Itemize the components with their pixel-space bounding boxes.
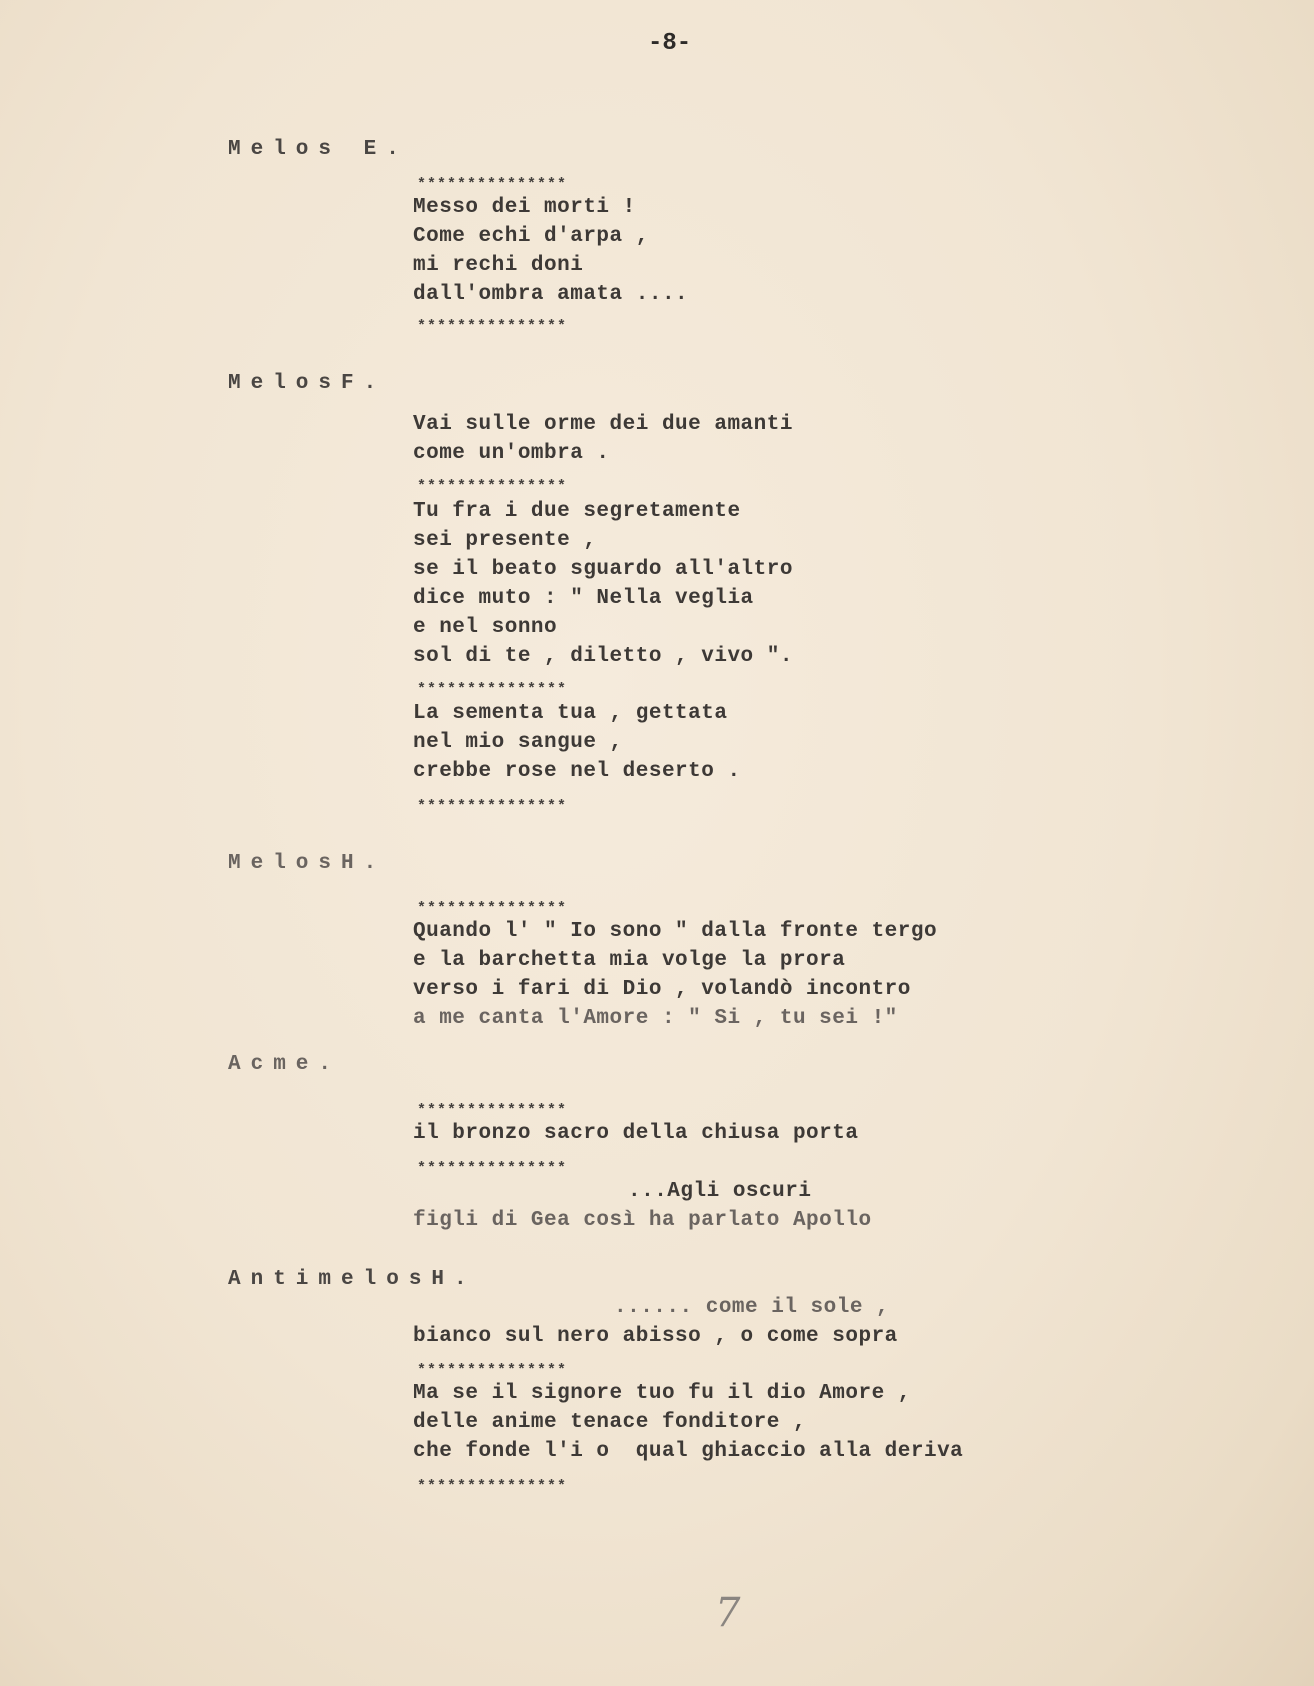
verse-line: dall'ombra amata .... <box>413 283 689 306</box>
asterisk-separator: *************** <box>417 1478 568 1495</box>
asterisk-separator: *************** <box>417 318 568 335</box>
verse-line: Come echi d'arpa , <box>413 225 649 248</box>
verse-line: e nel sonno <box>413 616 558 639</box>
verse-line: verso i fari di Dio , volandò incontro <box>413 978 911 1001</box>
asterisk-separator: *************** <box>417 1102 568 1119</box>
verse-line: se il beato sguardo all'altro <box>413 558 793 581</box>
verse-line: a me canta l'Amore : " Si , tu sei !" <box>413 1007 898 1030</box>
page-number: -8- <box>648 30 692 57</box>
asterisk-separator: *************** <box>417 1160 568 1177</box>
verse-line: crebbe rose nel deserto . <box>413 760 741 783</box>
asterisk-separator: *************** <box>417 798 568 815</box>
verse-line: ...... come il sole , <box>614 1296 890 1319</box>
heading-antimelos-h: AntimelosH. <box>228 1268 477 1291</box>
heading-melos-e: Melos E. <box>228 138 409 161</box>
asterisk-separator: *************** <box>417 176 568 193</box>
verse-line: dice muto : " Nella veglia <box>413 587 754 610</box>
verse-line: sei presente , <box>413 529 597 552</box>
asterisk-separator: *************** <box>417 681 568 698</box>
verse-line: Messo dei morti ! <box>413 196 636 219</box>
verse-line: che fonde l'i o qual ghiaccio alla deriva <box>413 1440 964 1463</box>
handwritten-page-number: 7 <box>715 1590 741 1636</box>
verse-line: mi rechi doni <box>413 254 584 277</box>
verse-line: sol di te , diletto , vivo ". <box>413 645 793 668</box>
verse-line: nel mio sangue , <box>413 731 623 754</box>
verse-line: delle anime tenace fonditore , <box>413 1411 807 1434</box>
verse-line: Quando l' " Io sono " dalla fronte tergo <box>413 920 938 943</box>
verse-line: Tu fra i due segretamente <box>413 500 741 523</box>
verse-line: bianco sul nero abisso , o come sopra <box>413 1325 898 1348</box>
heading-melos-h: MelosH. <box>228 852 387 875</box>
asterisk-separator: *************** <box>417 478 568 495</box>
asterisk-separator: *************** <box>417 1362 568 1379</box>
verse-line: come un'ombra . <box>413 442 610 465</box>
verse-line: La sementa tua , gettata <box>413 702 728 725</box>
verse-line: Ma se il signore tuo fu il dio Amore , <box>413 1382 911 1405</box>
verse-line: ...Agli oscuri <box>628 1180 812 1203</box>
verse-line: e la barchetta mia volge la prora <box>413 949 846 972</box>
asterisk-separator: *************** <box>417 900 568 917</box>
verse-line: Vai sulle orme dei due amanti <box>413 413 793 436</box>
verse-line: il bronzo sacro della chiusa porta <box>413 1122 859 1145</box>
heading-melos-f: MelosF. <box>228 372 387 395</box>
verse-line: figli di Gea così ha parlato Apollo <box>413 1209 872 1232</box>
heading-acme: Acme. <box>228 1053 342 1076</box>
